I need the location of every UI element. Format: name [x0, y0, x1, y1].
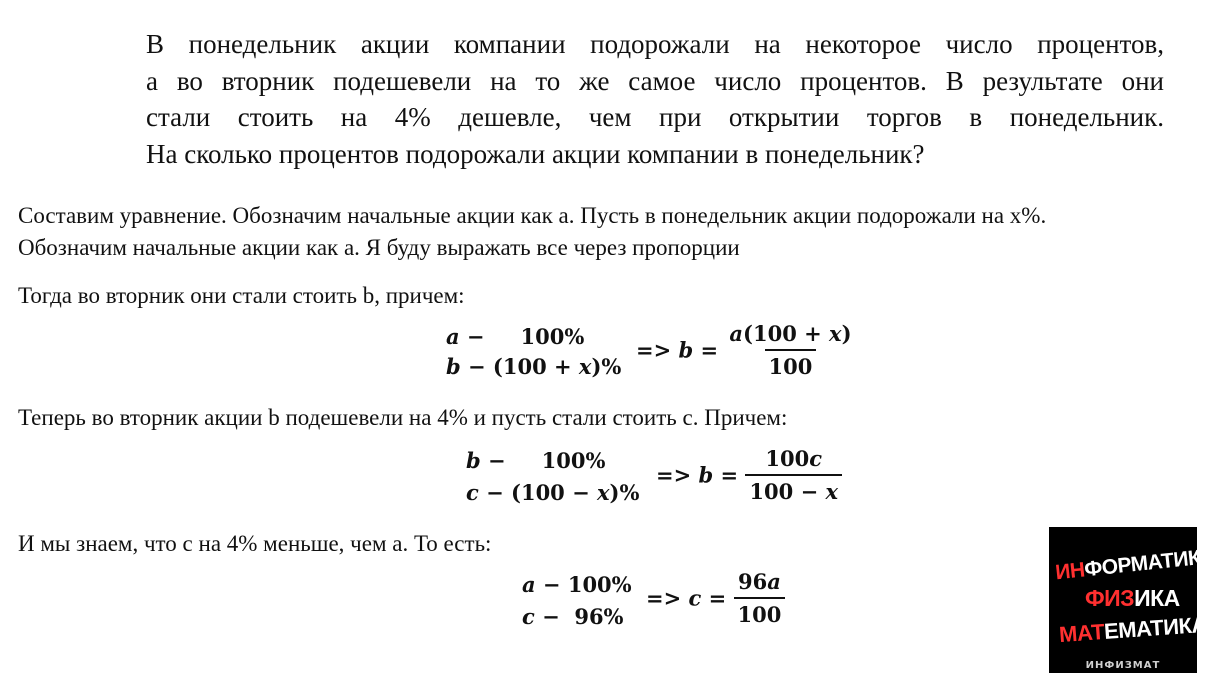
f1-var-a: a — [446, 324, 460, 349]
logo-footer: ИНФИЗМАТ — [1085, 660, 1161, 671]
solution-intro-2: Обозначим начальные акции как а. Я буду выражать все через пропорции — [18, 235, 740, 260]
f1-var-x: x — [578, 354, 592, 379]
problem-line-4: На сколько процентов подорожали акции компании в понедельник? — [146, 138, 925, 169]
solution-step-1: Тогда во вторник они стали стоить b, причем: — [18, 283, 465, 308]
f1-100-percent: 100% — [520, 324, 585, 349]
f1-var-b: b — [446, 354, 461, 379]
f1-row2: − (100 + — [460, 354, 579, 379]
formula-1-proportion — [446, 322, 621, 382]
f1-fraction: $\frac{a(100 + x)}{100}$ — [729, 321, 852, 379]
infizmat-logo — [1049, 527, 1216, 673]
problem-line-2: а во вторник подешевели на то же самое число процентов. В результате они — [146, 65, 1164, 96]
problem-statement — [146, 26, 1164, 172]
f2-var-c: c — [466, 480, 479, 505]
f1-eq: = — [693, 337, 726, 363]
f2-var-b: b — [466, 448, 481, 473]
formula-3-proportion: a − 100% c − 96% — [522, 572, 632, 629]
logo-informatika: ИНФОРМАТИКА — [1054, 544, 1216, 585]
formula-3-result: => c = $\frac{96a}{100}$ — [646, 569, 785, 627]
solution-step-2: Теперь во вторник акции b подешевели на 4% и пусть стали стоить с. Причем: — [18, 405, 788, 430]
solution-intro-1: Составим уравнение. Обозначим начальные акции как а. Пусть в понедельник акции подорожали на х%. — [18, 203, 1047, 228]
formula-1-result — [636, 321, 856, 379]
logo-fizika: ФИЗИКА — [1085, 585, 1180, 611]
formula-2-proportion: b − 100% c − (100 − x)% — [466, 448, 640, 505]
f1-arrow: => — [636, 337, 679, 363]
f2-fraction: $\frac{100c}{100 - x}$ — [745, 446, 842, 504]
problem-line-1: В понедельник акции компании подорожали на некоторое число процентов, — [146, 29, 1164, 59]
f1-lhs: b — [678, 337, 694, 363]
f3-var-a: a — [522, 572, 536, 597]
logo-matematika: МАТЕМАТИКА — [1058, 611, 1208, 648]
f1-row2-end: )% — [591, 354, 622, 379]
problem-line-3: стали стоить на 4% дешевле, чем при открытии торгов в понедельник. — [146, 102, 1164, 132]
solution-step-3: И мы знаем, что с на 4% меньше, чем а. То есть: — [18, 531, 492, 556]
formula-2-result: => b = $\frac{100c}{100 - x}$ — [656, 446, 842, 504]
f1-dash: − — [459, 324, 485, 349]
f3-var-c: c — [522, 604, 535, 629]
f3-fraction: $\frac{96a}{100}$ — [734, 569, 786, 627]
